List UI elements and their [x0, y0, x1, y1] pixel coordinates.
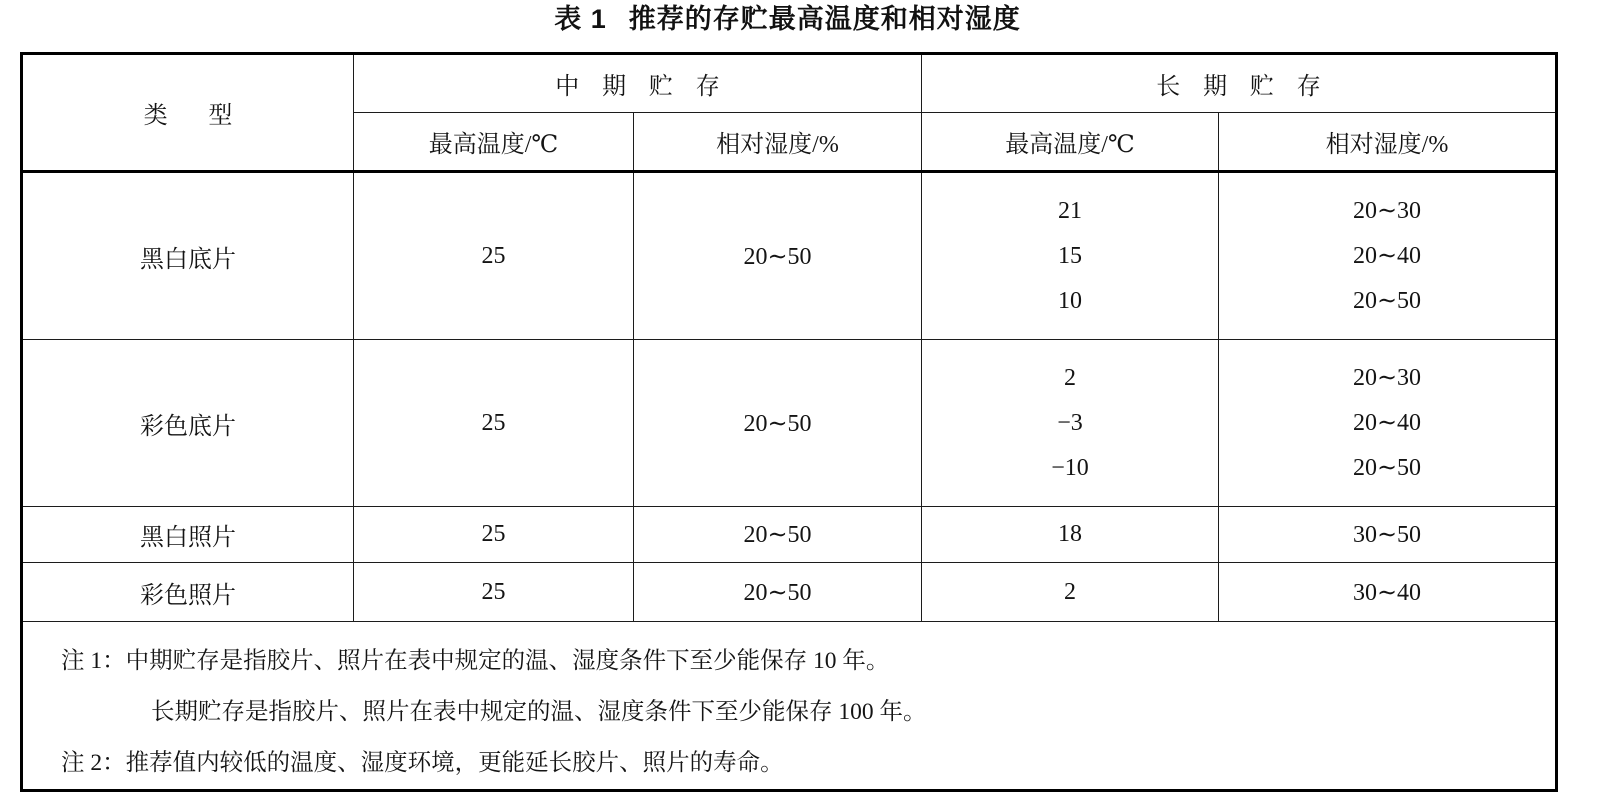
note-2: [61, 738, 1535, 789]
cell-long-rh: [1219, 172, 1557, 340]
col-header-mid-max-temp: 最高温度/℃: [354, 113, 634, 172]
col-header-mid-rel-humidity: 相对湿度/%: [634, 113, 922, 172]
long-rh-line: 20∼40: [1352, 409, 1422, 436]
note-1b-text: 长期贮存是指胶片、照片在表中规定的温、湿度条件下至少能保存 100 年。: [151, 699, 927, 725]
cell-long-rh: 30∼40: [1219, 563, 1557, 622]
long-rh-line: 20∼30: [1352, 197, 1422, 224]
col-header-long-max-temp: 最高温度/℃: [922, 113, 1219, 172]
long-rh-line: 20∼50: [1352, 287, 1422, 314]
long-temp-line: −10: [1051, 454, 1089, 481]
cell-long-rh: 30∼50: [1219, 507, 1557, 563]
note-2-label: 注 2：: [61, 750, 126, 776]
note-1: [61, 636, 1535, 687]
long-temp-line: 21: [1058, 197, 1082, 224]
cell-mid-rh: 20∼50: [634, 563, 922, 622]
note-1-label: 注 1：: [61, 648, 126, 674]
cell-type: 彩色照片: [22, 563, 354, 622]
note-1-text: 中期贮存是指胶片、照片在表中规定的温、湿度条件下至少能保存 10 年。: [125, 648, 890, 674]
cell-long-temp: [922, 340, 1219, 507]
table-number: 表 1: [554, 4, 607, 34]
table-title-text: 推荐的存贮最高温度和相对湿度: [628, 4, 1021, 34]
cell-type: 黑白底片: [22, 172, 354, 340]
table-row-bw-negatives: [22, 172, 1557, 340]
long-temp-line: 15: [1058, 242, 1082, 269]
long-temp-line: 10: [1058, 287, 1082, 314]
cell-mid-rh: 20∼50: [634, 172, 922, 340]
cell-long-temp: 18: [922, 507, 1219, 563]
cell-mid-temp: 25: [354, 507, 634, 563]
table-row-bw-photos: [22, 507, 1557, 563]
col-header-long-storage: 长期贮存: [922, 54, 1557, 113]
long-rh-line: 20∼30: [1352, 364, 1422, 391]
table-notes-row: [22, 622, 1557, 791]
cell-mid-rh: 20∼50: [634, 507, 922, 563]
note-2-text: 推荐值内较低的温度、湿度环境，更能延长胶片、照片的寿命。: [125, 750, 784, 776]
cell-mid-temp: 25: [354, 340, 634, 507]
cell-long-rh: [1219, 340, 1557, 507]
cell-type: 彩色底片: [22, 340, 354, 507]
col-header-long-rel-humidity: 相对湿度/%: [1219, 113, 1557, 172]
notes-cell: [22, 622, 1557, 791]
cell-long-temp: [922, 172, 1219, 340]
cell-type: 黑白照片: [22, 507, 354, 563]
note-1-continued: [61, 687, 1535, 738]
cell-long-temp: 2: [922, 563, 1219, 622]
long-temp-line: −3: [1057, 409, 1083, 436]
long-rh-line: 20∼40: [1352, 242, 1422, 269]
table-row-color-photos: [22, 563, 1557, 622]
table-row-color-negatives: [22, 340, 1557, 507]
page-title: [20, 0, 1555, 36]
cell-mid-temp: 25: [354, 563, 634, 622]
long-temp-line: 2: [1064, 364, 1076, 391]
cell-mid-rh: 20∼50: [634, 340, 922, 507]
storage-conditions-table: [20, 52, 1558, 792]
col-header-mid-storage: 中期贮存: [354, 54, 922, 113]
cell-mid-temp: 25: [354, 172, 634, 340]
long-rh-line: 20∼50: [1352, 454, 1422, 481]
col-header-type: 类型: [22, 54, 354, 172]
